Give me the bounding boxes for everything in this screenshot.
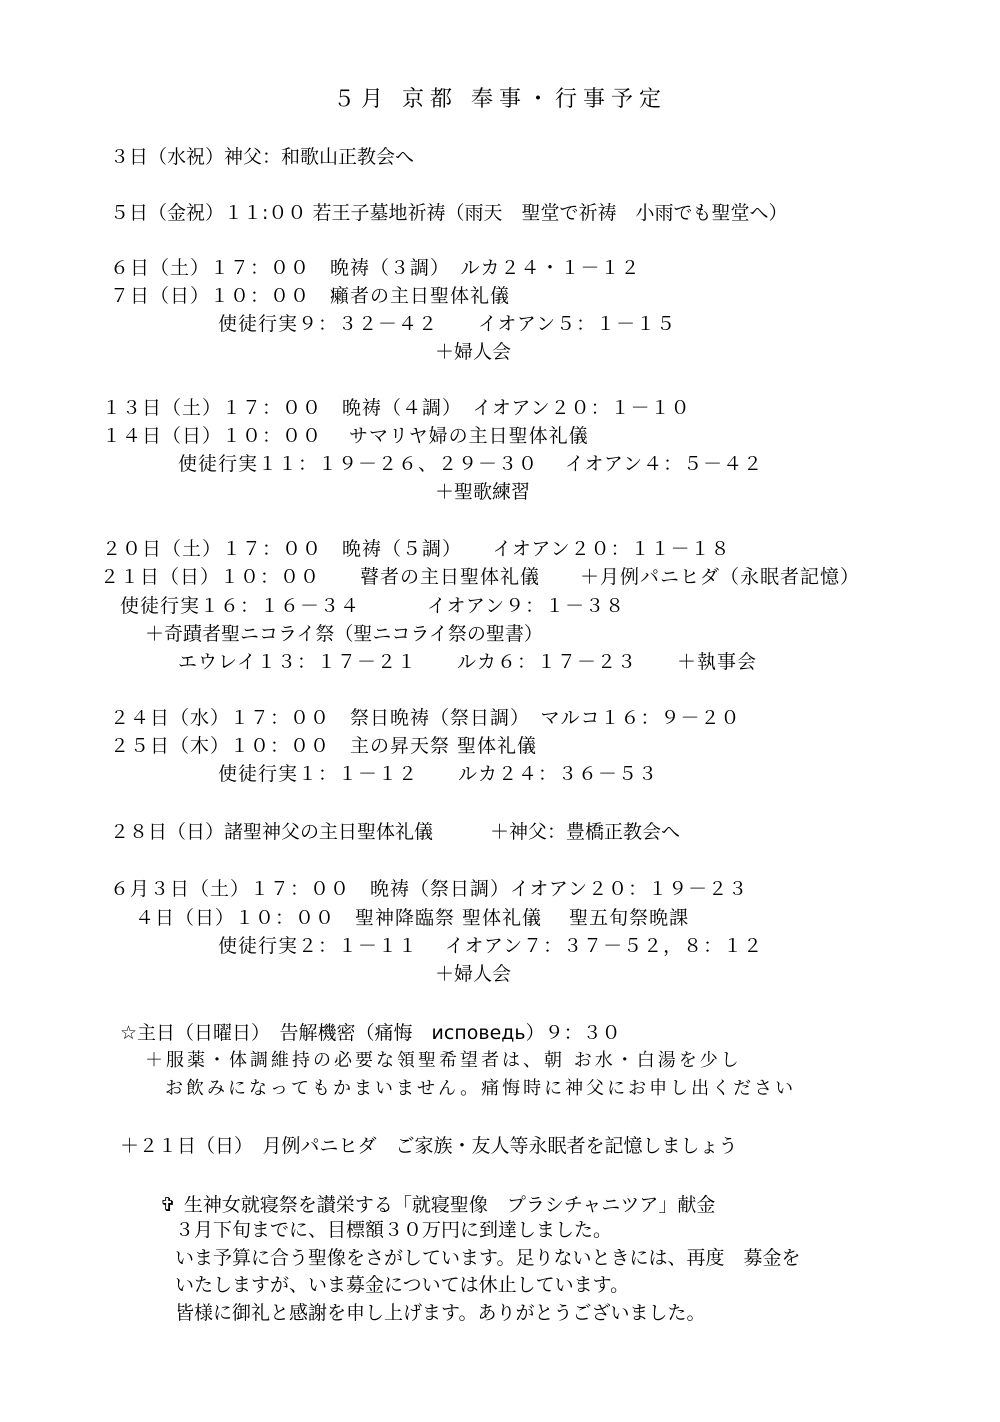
schedule-line: 使徒行実１６：１６－３４ イオアン９：１－３８	[120, 595, 626, 617]
schedule-line: ２８日（日）諸聖神父の主日聖体礼儀 ＋神父：豊橋正教会へ	[110, 821, 681, 843]
icon-fund-title-text: 生神女就寝祭を讃栄する「就寝聖像 プラシチャニツア」献金	[183, 1194, 716, 1216]
icon-fund-line: いたしますが、いま募金については休止しています。	[175, 1274, 630, 1296]
schedule-line: ４日（日）１０：００ 聖神降臨祭 聖体礼儀 聖五旬祭晩課	[135, 907, 690, 929]
schedule-line: ＋婦人会	[435, 963, 512, 985]
communion-note: お飲みになってもかまいません。痛悔時に神父にお申し出ください	[165, 1078, 797, 1099]
schedule-line: エウレイ１３：１７－２１ ルカ６：１７－２３ ＋執事会	[178, 651, 758, 673]
schedule-line: ＋聖歌練習	[435, 481, 531, 503]
schedule-line: １４日（日）１０：００ サマリヤ婦の主日聖体礼儀	[102, 425, 589, 447]
schedule-line: ６日（土）１７：００ 晩祷（３調） ルカ２４・１－１２	[110, 257, 641, 279]
schedule-line: ７日（日）１０：００ 癩者の主日聖体礼儀	[110, 285, 511, 307]
cross-icon: ✞	[160, 1194, 176, 1216]
schedule-line: ５日（金祝）１１:００ 若王子墓地祈祷（雨天 聖堂で祈祷 小雨でも聖堂へ）	[110, 202, 788, 224]
icon-fund-line: ３月下旬までに、目標額３０万円に到達しました。	[175, 1219, 613, 1241]
schedule-line: ６月３日（土）１７：００ 晩祷（祭日調）イオアン２０：１９－２３	[110, 878, 749, 900]
schedule-line: 使徒行実１１：１９－２６、２９－３０ イオアン４：５－４２	[178, 453, 764, 475]
schedule-line: 使徒行実９：３２－４２ イオアン５：１－１５	[218, 313, 677, 335]
schedule-line: ２５日（木）１０：００ 主の昇天祭 聖体礼儀	[110, 735, 538, 757]
schedule-line: ２４日（水）１７：００ 祭日晩祷（祭日調） マルコ１６：９－２０	[110, 707, 741, 729]
icon-fund-line: いま予算に合う聖像をさがしています。足りないときには、再度 募金を	[175, 1247, 801, 1269]
confession-note: ☆主日（日曜日） 告解機密（痛悔 исповедь）９：３０	[120, 1022, 621, 1044]
page-title: ５月 京都 奉事・行事予定	[333, 87, 667, 112]
communion-note: ＋服薬・体調維持の必要な領聖希望者は、朝 お水・白湯を少し	[145, 1050, 742, 1071]
schedule-line: ２０日（土）１７：００ 晩祷（５調） イオアン２０：１１－１８	[102, 538, 731, 560]
icon-fund-title	[160, 1193, 715, 1217]
schedule-line: １３日（土）１７：００ 晩祷（４調） イオアン２０：１－１０	[102, 397, 691, 419]
schedule-line: ３日（水祝）神父：和歌山正教会へ	[110, 146, 415, 168]
icon-fund-line: 皆様に御礼と感謝を申し上げます。ありがとうございました。	[175, 1302, 706, 1324]
schedule-line: 使徒行実１：１－１２ ルカ２４：３６－５３	[218, 763, 659, 785]
schedule-line: ＋奇蹟者聖ニコライ祭（聖ニコライ祭の聖書）	[145, 623, 543, 645]
schedule-line: ２１日（日）１０：００ 瞽者の主日聖体礼儀 ＋月例パニヒダ（永眠者記憶）	[100, 566, 861, 588]
schedule-line: 使徒行実２：１－１１ イオアン７：３７－５２，８：１２	[218, 935, 764, 957]
schedule-line: ＋婦人会	[435, 341, 512, 363]
panikhida-note: ＋２１日（日） 月例パニヒダ ご家族・友人等永眠者を記憶しましょう	[120, 1135, 738, 1157]
